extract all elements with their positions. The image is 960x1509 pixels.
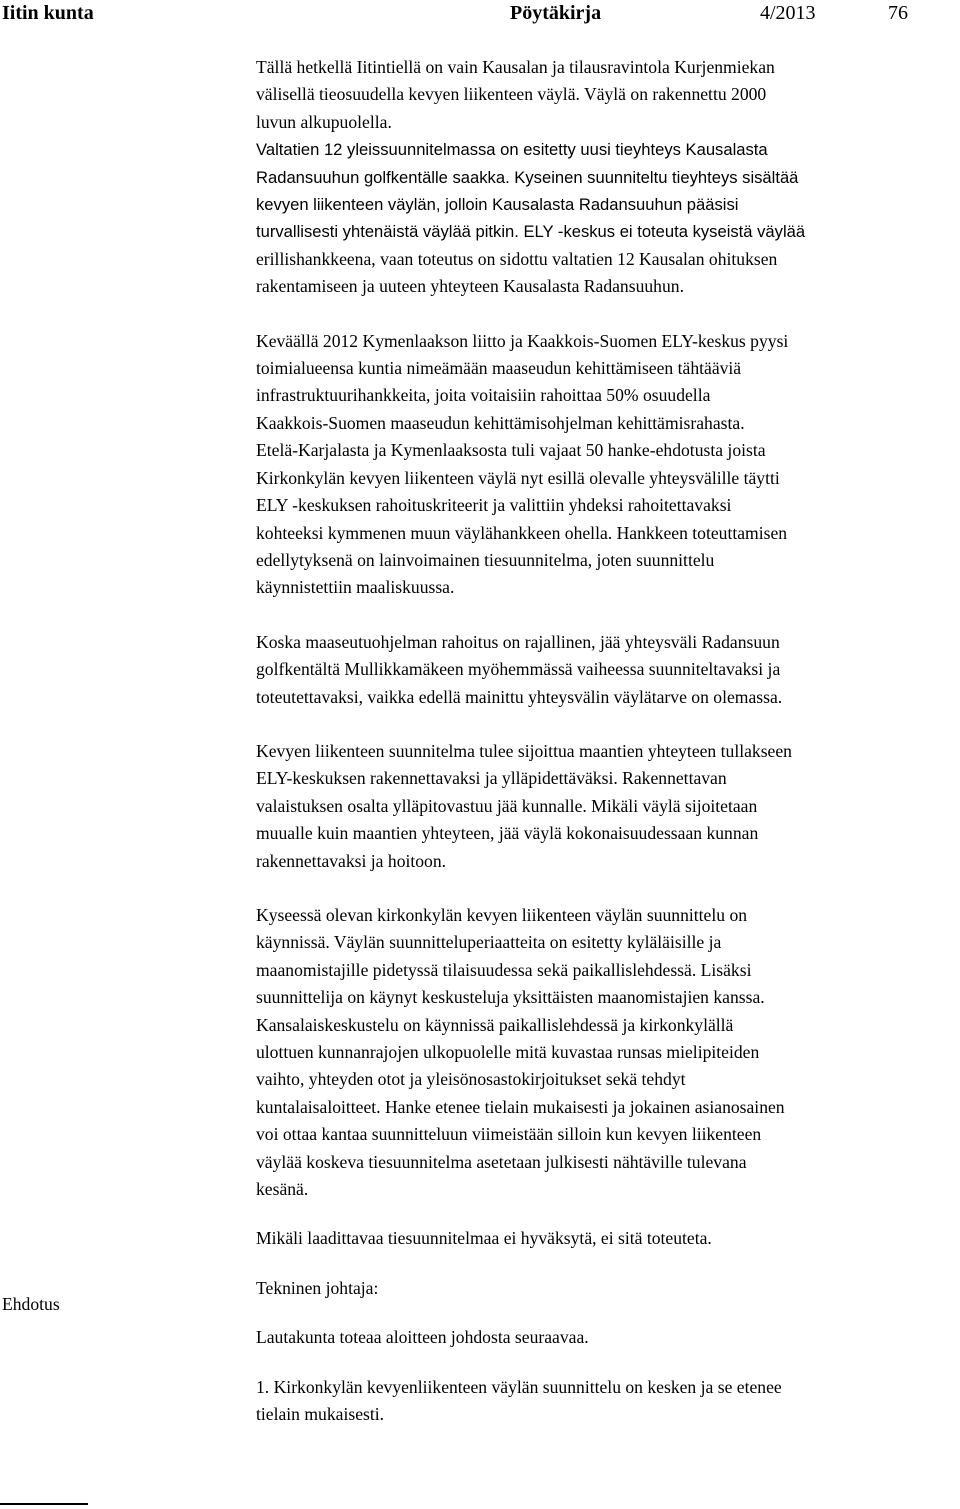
- text-line: Kaakkois-Suomen maaseudun kehittämisohjelman kehittämisrahasta.: [256, 412, 745, 433]
- text-line: muualle kuin maantien yhteyteen, jää väylä kokonaisuudessaan kunnan: [256, 823, 759, 844]
- text-line: Radansuuhun golfkentälle saakka. Kyseinen suunniteltu tieyhteys sisältää: [256, 167, 799, 187]
- text-line: turvallisesti yhtenäistä väylää pitkin. ELY -keskus ei toteuta kyseistä väylää: [256, 222, 806, 242]
- text-line: Tekninen johtaja:: [256, 1277, 379, 1298]
- text-line: käynnissä. Väylän suunnitteluperiaatteita on esitetty kyläläisille ja: [256, 932, 722, 953]
- footer-divider: [0, 1503, 88, 1505]
- text-line: vaihto, yhteyden otot ja yleisönosastokirjoitukset sekä tehdyt: [256, 1069, 686, 1090]
- text-line: rakennettavaksi ja hoitoon.: [256, 850, 447, 871]
- page-header: [0, 0, 960, 26]
- paragraph-limited-funding: [256, 629, 956, 711]
- text-line: kesänä.: [256, 1179, 309, 1200]
- text-line: luvun alkupuolella.: [256, 111, 392, 132]
- paragraph-funding-background: [256, 328, 956, 602]
- paragraph-rejection-note: [256, 1225, 956, 1252]
- text-line: Kevyen liikenteen suunnitelma tulee sijoittua maantien yhteyteen tullakseen: [256, 740, 792, 761]
- text-line: Kirkonkylän kevyen liikenteen väylä nyt esillä olevalle yhteysvälille täytti: [256, 467, 780, 488]
- text-line: kevyen liikenteen väylän, jolloin Kausalasta Radansuuhun pääsisi: [256, 195, 739, 215]
- proposal-item-1: [256, 1374, 956, 1429]
- text-line: rakentamiseen ja uuteen yhteyteen Kausalasta Radansuuhun.: [256, 276, 684, 297]
- text-line: infrastruktuurihankkeita, joita voitaisiin rahoittaa 50% osuudella: [256, 385, 711, 406]
- text-line: kohteeksi kymmenen muun väylähankkeen ohella. Hankkeen toteuttamisen: [256, 522, 788, 543]
- paragraph-placement: [256, 738, 956, 875]
- header-document-title: Pöytäkirja: [510, 2, 602, 24]
- text-line: 1. Kirkonkylän kevyenliikenteen väylän suunnittelu on kesken ja se etenee: [256, 1376, 782, 1397]
- text-line: golfkentältä Mullikkamäkeen myöhemmässä vaiheessa suunniteltavaksi ja: [256, 659, 781, 680]
- text-line: maanomistajille pidetyssä tilaisuudessa sekä paikallislehdessä. Lisäksi: [256, 959, 752, 980]
- text-line: tielain mukaisesti.: [256, 1404, 385, 1425]
- proposal-heading: [256, 1275, 956, 1302]
- text-line: ulottuen kunnanrajojen ulkopuolelle mitä kuvastaa runsas mielipiteiden: [256, 1042, 760, 1062]
- text-line: Etelä-Karjalasta ja Kymenlaaksosta tuli vajaat 50 hanke-ehdotusta joista: [256, 440, 766, 461]
- text-line: käynnistettiin maaliskuussa.: [256, 577, 455, 598]
- text-line: Keväällä 2012 Kymenlaakson liitto ja Kaakkois-Suomen ELY-keskus pyysi: [256, 330, 789, 351]
- header-page-number: 76: [888, 2, 908, 24]
- text-line: Valtatien 12 yleissuunnitelmassa on esitetty uusi tieyhteys Kausalasta: [256, 140, 768, 160]
- text-line: Kansalaiskeskustelu on käynnissä paikallislehdessä ja kirkonkylällä: [256, 1014, 734, 1035]
- paragraph-planning-status: [256, 902, 956, 1203]
- paragraph-current-situation: [256, 54, 956, 301]
- text-line: Kyseessä olevan kirkonkylän kevyen liikenteen väylän suunnittelu on: [256, 904, 748, 925]
- text-line: väylää koskeva tiesuunnitelma asetetaan julkisesti nähtäville tulevana: [256, 1151, 747, 1172]
- proposal-side-label: Ehdotus: [2, 1294, 60, 1314]
- header-organization: Iitin kunta: [2, 2, 94, 24]
- text-line: toimialueensa kuntia nimeämään maaseudun kehittämiseen tähtääviä: [256, 358, 742, 379]
- text-line: Mikäli laadittavaa tiesuunnitelmaa ei hyväksytä, ei sitä toteuteta.: [256, 1228, 712, 1249]
- header-issue-number: 4/2013: [760, 2, 816, 24]
- text-line: edellytyksenä on lainvoimainen tiesuunnitelma, joten suunnittelu: [256, 549, 715, 570]
- document-body: [256, 54, 956, 1428]
- text-line: kuntalaisaloitteet. Hanke etenee tielain mukaisesti ja jokainen asianosainen: [256, 1096, 785, 1117]
- text-line: Koska maaseutuohjelman rahoitus on rajallinen, jää yhteysväli Radansuun: [256, 631, 780, 652]
- text-line: suunnittelija on käynyt keskusteluja yksittäisten maanomistajien kanssa.: [256, 987, 765, 1008]
- text-line: valaistuksen osalta ylläpitovastuu jää kunnalle. Mikäli väylä sijoitetaan: [256, 795, 758, 816]
- text-line: Lautakunta toteaa aloitteen johdosta seuraavaa.: [256, 1327, 589, 1348]
- text-line: toteutettavaksi, vaikka edellä mainittu yhteysvälin väylätarve on olemassa.: [256, 686, 783, 707]
- text-line: ELY-keskuksen rakennettavaksi ja ylläpidettäväksi. Rakennettavan: [256, 768, 727, 789]
- text-line: erillishankkeena, vaan toteutus on sidottu valtatien 12 Kausalan ohituksen: [256, 248, 778, 269]
- text-line: välisellä tieosuudella kevyen liikenteen väylä. Väylä on rakennettu 2000: [256, 84, 767, 105]
- text-line: Tällä hetkellä Iitintiellä on vain Kausalan ja tilausravintola Kurjenmiekan: [256, 57, 775, 77]
- proposal-statement: [256, 1324, 956, 1351]
- text-line: ELY -keskuksen rahoituskriteerit ja valittiin yhdeksi rahoitettavaksi: [256, 495, 732, 516]
- text-line: voi ottaa kantaa suunnitteluun viimeistään silloin kun kevyen liikenteen: [256, 1124, 762, 1145]
